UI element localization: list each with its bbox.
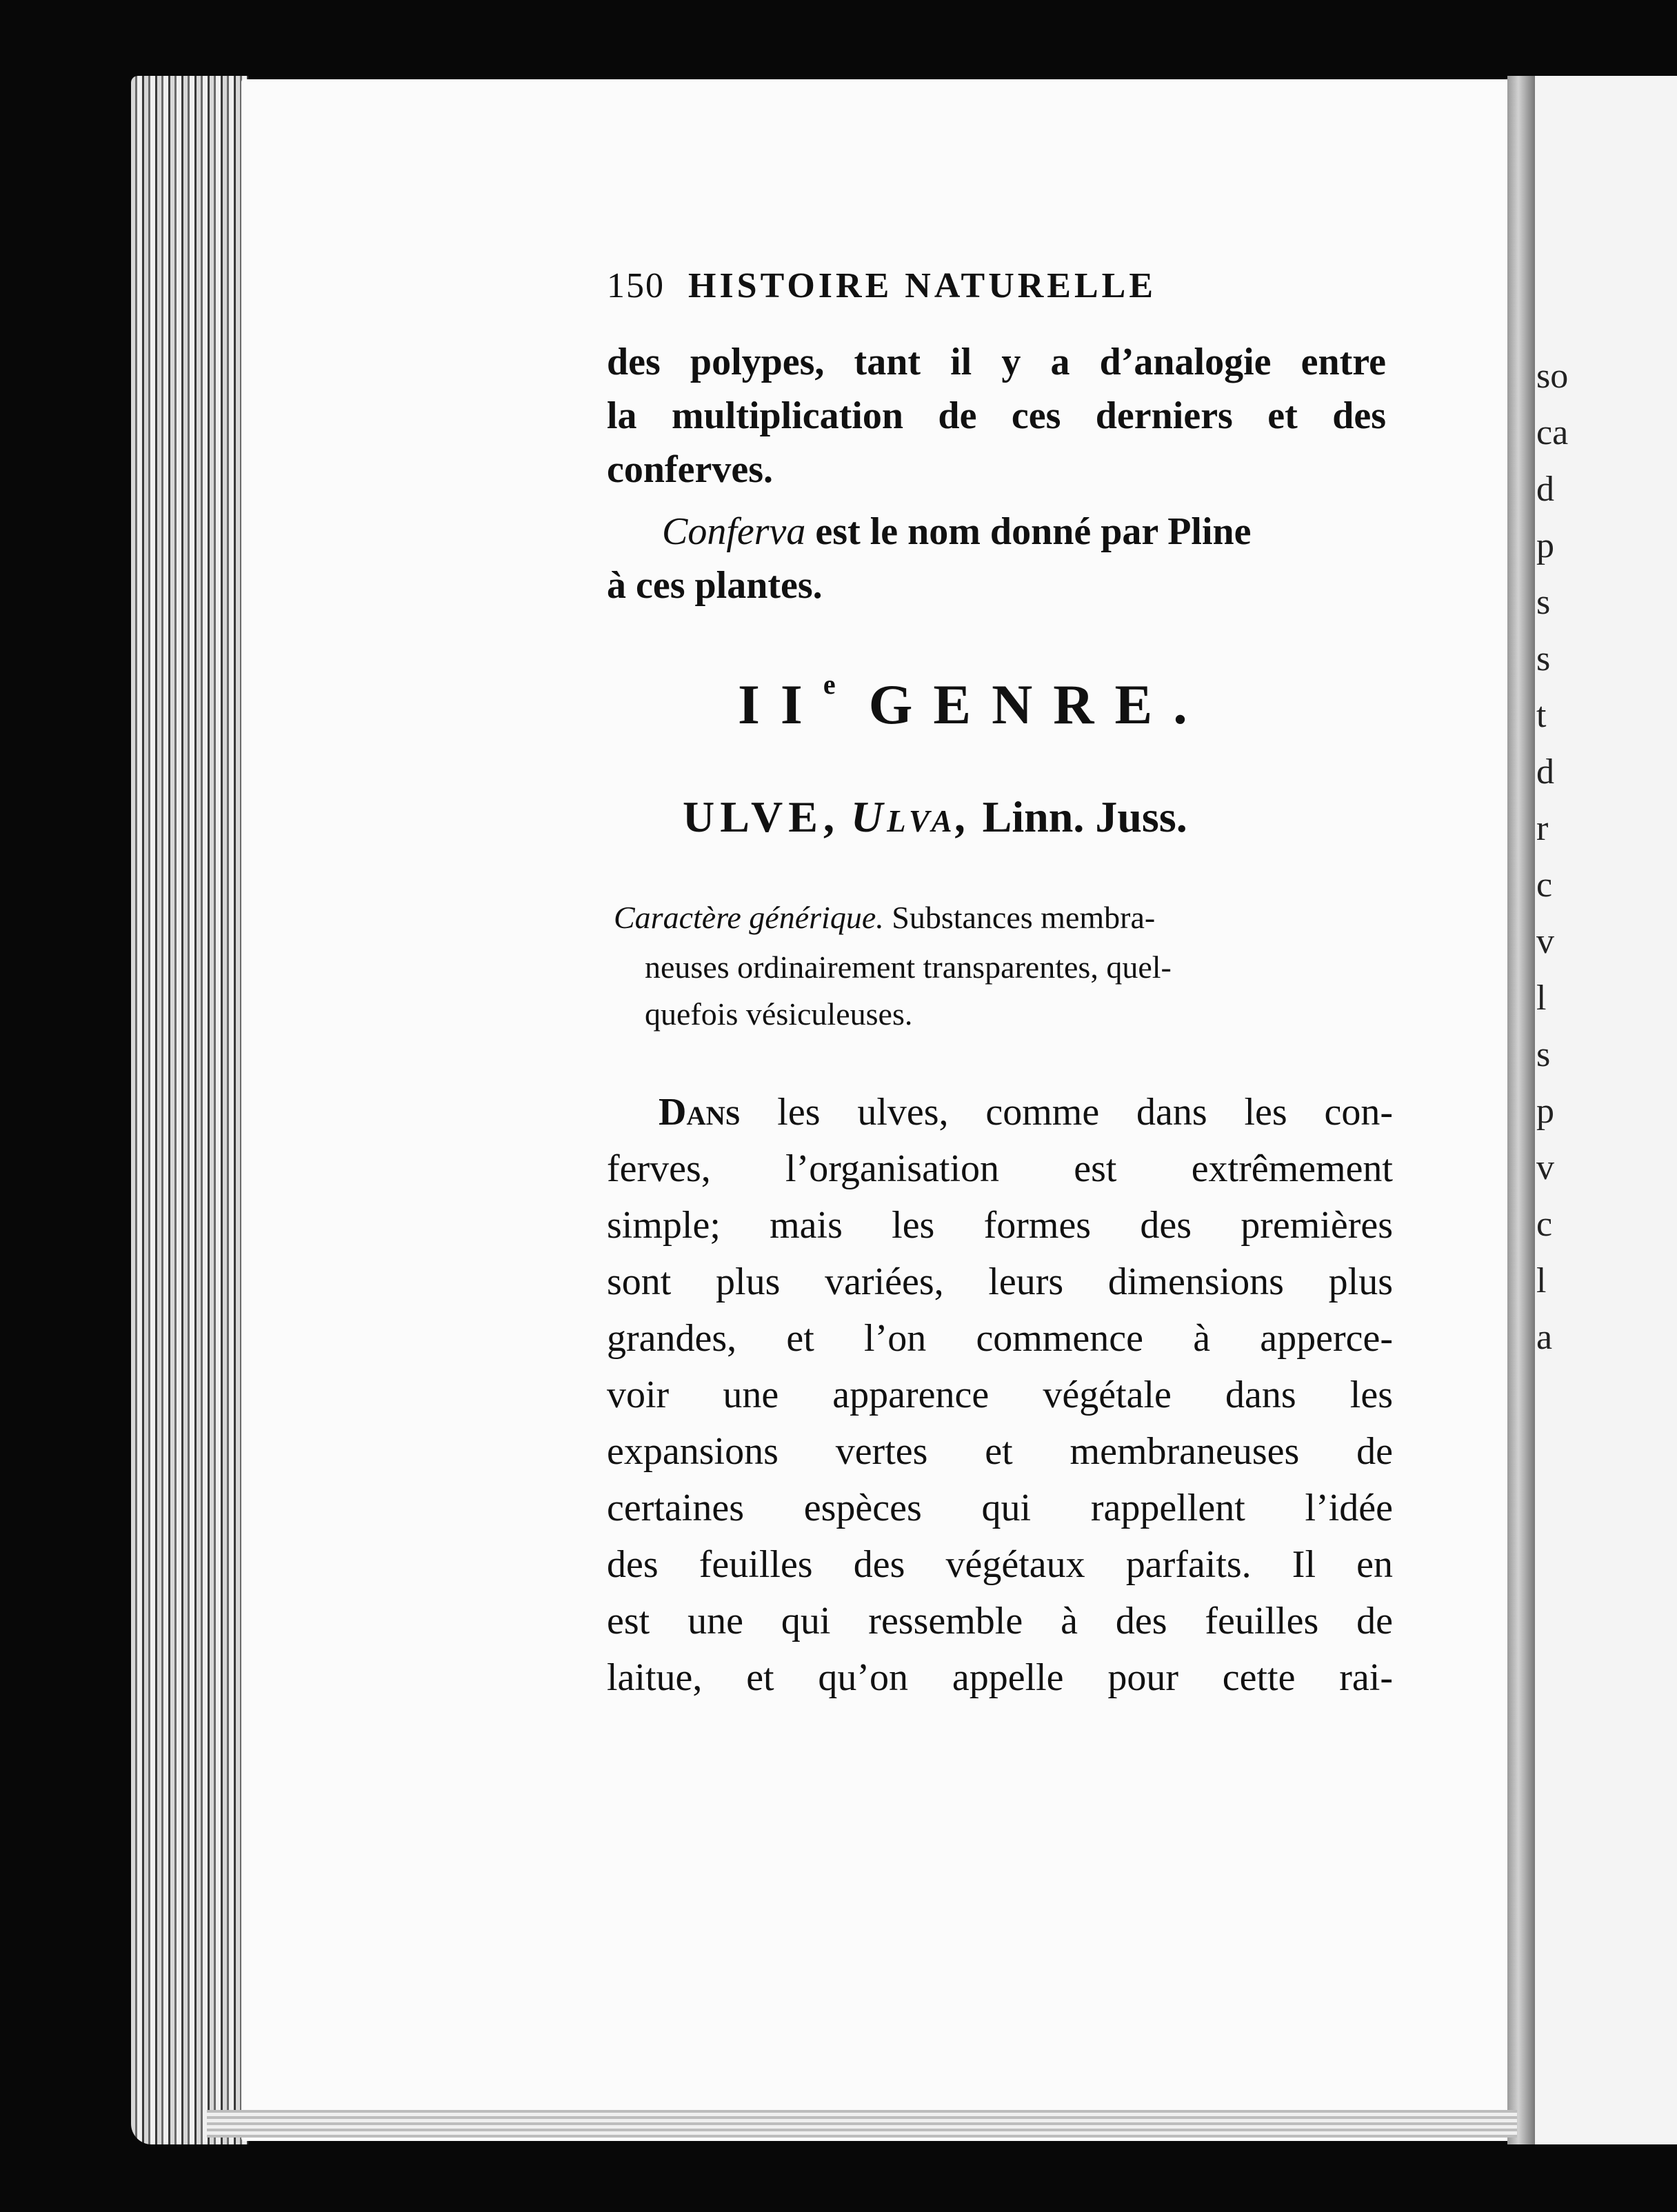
body-line: laitue, et qu’on appelle pour cette rai- <box>607 1656 1393 1699</box>
ulve-authors: Linn. Juss. <box>982 792 1187 841</box>
ulve-latin: Ulva, <box>850 792 972 841</box>
book-gutter <box>1507 76 1535 2144</box>
genre-numeral: II <box>738 673 823 736</box>
next-page-fragment: s <box>1536 639 1551 678</box>
body-line: simple; mais les formes des premières <box>607 1204 1393 1247</box>
running-head <box>607 265 1400 306</box>
ulve-heading <box>683 792 1187 843</box>
intro-line: conferves. <box>607 448 774 491</box>
body-line: des feuilles des végétaux parfaits. Il en <box>607 1543 1393 1586</box>
next-page-fragment: c <box>1536 865 1553 905</box>
intro-line: des polypes, tant il y a d’analogie entre <box>607 341 1386 383</box>
conferva-line <box>662 512 1386 551</box>
page-bottom-edge <box>207 2110 1517 2138</box>
body-line: grandes, et l’on commence à apperce- <box>607 1317 1393 1360</box>
char-label: Caractère générique. <box>614 900 884 935</box>
body-line: voir une apparence végétale dans les <box>607 1374 1393 1416</box>
running-title: HISTOIRE NATURELLE <box>688 266 1157 305</box>
body-line: est une qui ressemble à des feuilles de <box>607 1600 1393 1642</box>
next-page-fragment: v <box>1536 922 1554 961</box>
page-number: 150 <box>607 266 665 305</box>
body-line: certaines espèces qui rappellent l’idée <box>607 1487 1393 1529</box>
body-line: ferves, l’organisation est extrêmement <box>607 1147 1393 1190</box>
next-page-fragment: p <box>1536 1092 1554 1131</box>
conferva-italic: Conferva <box>662 510 806 553</box>
next-page-fragment: d <box>1536 752 1554 792</box>
char-text: Substances membra- <box>883 900 1156 935</box>
page-edges <box>131 76 248 2144</box>
next-page-fragment: ca <box>1536 413 1569 452</box>
char-first-line <box>614 902 1155 934</box>
conferva-end: à ces plantes. <box>607 564 823 607</box>
char-line: quefois vésiculeuses. <box>645 996 913 1032</box>
next-page-fragment: t <box>1536 696 1547 735</box>
next-page-fragment: l <box>1536 1261 1547 1300</box>
next-page-fragment: l <box>1536 978 1547 1018</box>
intro-line: la multiplication de ces derniers et des <box>607 394 1386 437</box>
char-line: neuses ordinairement transparentes, quel- <box>645 949 1172 985</box>
next-page-fragment: p <box>1536 526 1554 565</box>
body-first-line <box>659 1093 1393 1132</box>
next-page-fragment: s <box>1536 583 1551 622</box>
next-page-fragment: v <box>1536 1148 1554 1187</box>
body-line: expansions vertes et membraneuses de <box>607 1430 1393 1473</box>
next-page-fragment: c <box>1536 1205 1553 1244</box>
body-dropcap: Dans <box>659 1091 741 1134</box>
next-page-fragment: a <box>1536 1318 1553 1357</box>
next-page-fragment: so <box>1536 356 1569 396</box>
next-page-fragment: r <box>1536 809 1549 848</box>
conferva-rest: est le nom donné par Pline <box>805 510 1252 553</box>
genre-superscript: e <box>823 669 836 700</box>
genre-word: GENRE. <box>868 673 1208 736</box>
next-page-edge <box>1535 76 1677 2144</box>
next-page-fragment: s <box>1536 1035 1551 1074</box>
body-line: sont plus variées, leurs dimensions plus <box>607 1260 1393 1303</box>
next-page-fragment: d <box>1536 470 1554 509</box>
genre-heading <box>738 669 1208 737</box>
ulve-name: ULVE, <box>683 792 840 841</box>
body-first-rest: les ulves, comme dans les con- <box>740 1091 1393 1134</box>
